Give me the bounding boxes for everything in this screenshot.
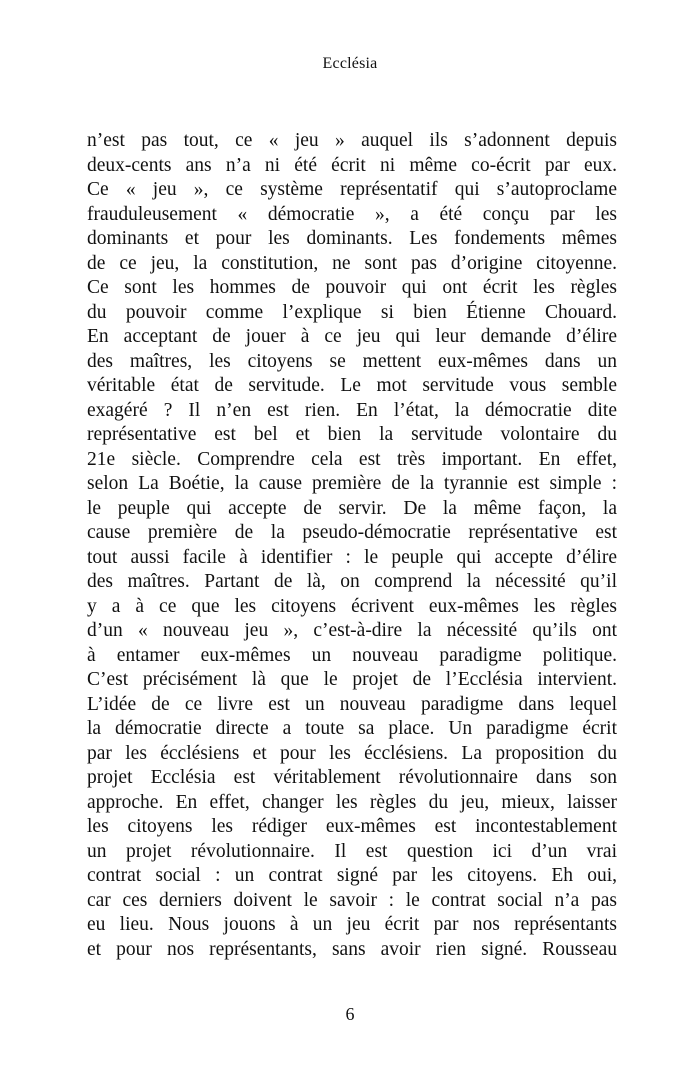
- page-number: 6: [345, 1004, 355, 1024]
- text-line: C’est précisément là que le projet de l’Ecclésia intervient.: [87, 669, 617, 690]
- text-line: les citoyens les rédiger eux-mêmes est incontestablement: [87, 816, 617, 837]
- text-line: du pouvoir comme l’explique si bien Étienne Chouard.: [87, 301, 617, 323]
- text-line: Ce sont les hommes de pouvoir qui ont écrit les règles: [87, 277, 617, 298]
- text-line: 21e siècle. Comprendre cela est très important. En effet,: [87, 448, 617, 470]
- text-line: de ce jeu, la constitution, ne sont pas d’origine citoyenne.: [87, 252, 617, 274]
- text-line: cause première de la pseudo-démocratie représentative est: [87, 522, 617, 543]
- text-line: frauduleusement « démocratie », a été conçu par les: [87, 203, 617, 225]
- text-line: la démocratie directe a toute sa place. Un paradigme écrit: [87, 718, 617, 739]
- text-line: tout aussi facile à identifier : le peuple qui accepte d’élire: [87, 546, 617, 568]
- text-line: le peuple qui accepte de servir. De la même façon, la: [87, 497, 617, 519]
- text-line: exagéré ? Il n’en est rien. En l’état, la démocratie dite: [87, 399, 617, 421]
- text-line: deux-cents ans n’a ni été écrit ni même co-écrit par eux.: [87, 154, 617, 176]
- text-line: véritable état de servitude. Le mot servitude vous semble: [87, 375, 617, 396]
- text-line: par les écclésiens et pour les écclésiens. La proposition du: [87, 742, 617, 764]
- text-line: projet Ecclésia est véritablement révolutionnaire dans son: [87, 767, 617, 788]
- text-line: représentative est bel et bien la servitude volontaire du: [87, 424, 617, 445]
- text-line: à entamer eux-mêmes un nouveau paradigme politique.: [87, 644, 617, 666]
- text-line: dominants et pour les dominants. Les fondements mêmes: [87, 228, 617, 249]
- text-line: des maîtres. Partant de là, on comprend la nécessité qu’il: [87, 571, 617, 592]
- text-line: un projet révolutionnaire. Il est question ici d’un vrai: [87, 840, 617, 862]
- text-line: Ce « jeu », ce système représentatif qui s’autoproclame: [87, 179, 617, 200]
- text-line: y a à ce que les citoyens écrivent eux-mêmes les règles: [87, 595, 617, 617]
- text-line: En acceptant de jouer à ce jeu qui leur demande d’élire: [87, 326, 617, 347]
- text-line: eu lieu. Nous jouons à un jeu écrit par nos représentants: [87, 914, 617, 935]
- text-line: car ces derniers doivent le savoir : le contrat social n’a pas: [87, 889, 617, 911]
- body-text: [87, 129, 617, 962]
- running-title: Ecclésia: [322, 55, 378, 72]
- text-line: n’est pas tout, ce « jeu » auquel ils s’adonnent depuis: [87, 130, 617, 151]
- text-line: selon La Boétie, la cause première de la tyrannie est simple :: [87, 473, 617, 494]
- text-line: d’un « nouveau jeu », c’est-à-dire la nécessité qu’ils ont: [87, 620, 617, 641]
- text-line: approche. En effet, changer les règles du jeu, mieux, laisser: [87, 791, 617, 813]
- text-line: contrat social : un contrat signé par les citoyens. Eh oui,: [87, 865, 617, 886]
- text-line: L’idée de ce livre est un nouveau paradigme dans lequel: [87, 693, 617, 715]
- text-line: et pour nos représentants, sans avoir rien signé. Rousseau: [87, 938, 617, 960]
- text-line: des maîtres, les citoyens se mettent eux-mêmes dans un: [87, 350, 617, 372]
